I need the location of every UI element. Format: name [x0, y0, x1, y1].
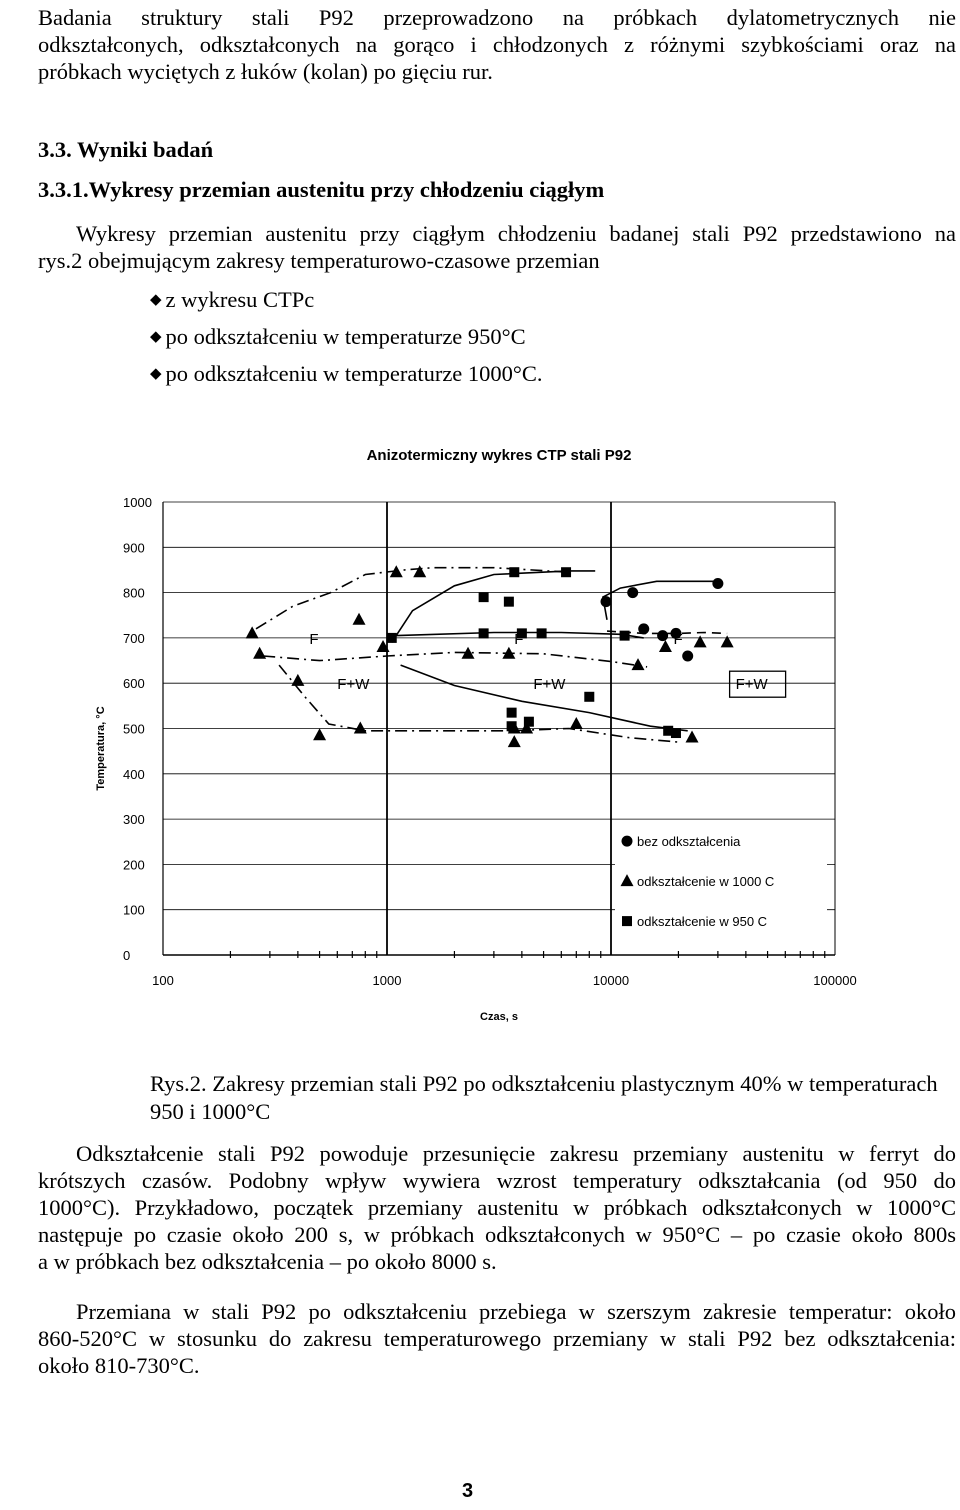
data-point-triangle: [508, 735, 521, 747]
data-point-square: [387, 633, 397, 643]
region-label: F: [673, 630, 683, 648]
paragraph-intro: [38, 4, 956, 85]
diamond-bullet-icon: ◆: [150, 366, 162, 382]
subsection-heading: 3.3.1.Wykresy przemian austenitu przy chłodzeniu ciągłym: [38, 177, 605, 202]
caption-line: 950 i 1000°C: [150, 1099, 271, 1124]
y-tick-label: 1000: [123, 495, 152, 510]
data-point-square: [524, 717, 534, 727]
legend-label: bez odkształcenia: [637, 834, 741, 850]
region-label: F: [309, 630, 319, 648]
x-tick-label: 10000: [592, 973, 630, 988]
y-tick-label: 100: [123, 902, 145, 918]
figure-caption: [150, 1070, 958, 1126]
chart-title: Anizotermiczny wykres CTP stali P92: [366, 447, 632, 464]
transformation-curve: [401, 665, 688, 731]
list-item: [150, 285, 543, 322]
list-item-text: po odkształceniu w temperaturze 950°C: [165, 324, 526, 349]
data-point-circle: [712, 578, 723, 589]
region-label: F+W: [533, 676, 566, 694]
data-point-triangle: [353, 613, 366, 625]
y-tick-label: 800: [123, 585, 145, 601]
y-tick-label: 300: [123, 812, 145, 828]
data-point-square: [507, 708, 517, 718]
data-point-square: [584, 692, 594, 702]
data-point-circle: [638, 623, 649, 634]
x-axis-label: Czas, s: [480, 1011, 518, 1023]
paragraph-figure-intro: [38, 220, 956, 274]
list-item-text: z wykresu CTPc: [165, 287, 315, 312]
text-line: odkształconych, odkształconych na gorąco i chłodzonych z różnymi szybkościami oraz na: [38, 32, 956, 57]
text-line: krótszych czasów. Podobny wpływ wywiera wzrost temperatury odkształcania (od 950 do: [38, 1168, 956, 1193]
region-label: F+W: [337, 676, 370, 694]
text-line: 860-520°C w stosunku do zakresu temperaturowego przemiany w stali P92 bez odkształcenia:: [38, 1326, 956, 1351]
text-line: Przemiana w stali P92 po odkształceniu przebiega w szerszym zakresie temperatur: około: [76, 1299, 956, 1324]
data-point-square: [671, 728, 681, 738]
data-point-triangle: [291, 674, 304, 686]
transformation-curve: [256, 568, 569, 629]
x-tick-label: 1000: [372, 973, 402, 988]
y-tick-label: 0: [123, 948, 131, 963]
data-point-square: [509, 567, 519, 577]
data-point-triangle: [413, 565, 426, 577]
y-tick-label: 400: [123, 766, 145, 782]
data-point-triangle: [659, 640, 672, 652]
region-label: F: [514, 630, 524, 648]
y-axis-label: Temperatura, °C: [95, 706, 107, 791]
caption-line: Rys.2. Zakresy przemian stali P92 po odkształceniu plastycznym 40% w temperaturach: [150, 1071, 938, 1096]
data-point-square: [507, 721, 517, 731]
data-point-circle: [601, 596, 612, 607]
text-line: Wykresy przemian austenitu przy ciągłym chłodzeniu badanej stali P92 przedstawiono na: [76, 221, 956, 246]
text-line: Odkształcenie stali P92 powoduje przesunięcie zakresu przemiany austenitu w ferryt do: [76, 1141, 956, 1166]
transformation-curve: [263, 652, 647, 667]
x-tick-label: 100: [152, 973, 174, 988]
text-line: następuje po czasie około 200 s, w próbkach odkształconych w 950°C – po czasie około 800s: [38, 1222, 956, 1247]
page-number: 3: [462, 1480, 474, 1502]
y-tick-label: 700: [123, 630, 145, 646]
data-point-square: [479, 592, 489, 602]
data-point-triangle: [313, 728, 326, 740]
legend-marker-circle: [622, 836, 633, 847]
diamond-bullet-icon: ◆: [150, 292, 162, 308]
data-point-square: [537, 628, 547, 638]
list-item: [150, 322, 543, 359]
legend-label: odkształcenie w 950 C: [637, 914, 768, 930]
y-tick-label: 200: [123, 857, 145, 873]
y-tick-label: 500: [123, 721, 145, 737]
text-line: około 810-730°C.: [38, 1353, 200, 1378]
y-tick-label: 900: [123, 540, 145, 556]
transformation-curve: [603, 581, 718, 620]
data-point-triangle: [253, 647, 266, 659]
x-tick-label: 100000: [813, 973, 857, 988]
section-heading: 3.3. Wyniki badań: [38, 137, 214, 162]
text-line: a w próbkach bez odkształcenia – po około 8000 s.: [38, 1249, 497, 1274]
legend-marker-square: [622, 916, 632, 926]
text-line: próbkach wyciętych z łuków (kolan) po gięciu rur.: [38, 59, 493, 84]
y-tick-label: 600: [123, 676, 145, 692]
data-point-triangle: [354, 722, 367, 734]
data-point-circle: [627, 587, 638, 598]
list-item: [150, 359, 543, 396]
data-point-square: [504, 597, 514, 607]
transformation-curve: [392, 571, 596, 643]
data-point-square: [561, 567, 571, 577]
list-item-text: po odkształceniu w temperaturze 1000°C.: [165, 361, 543, 386]
data-point-circle: [682, 651, 693, 662]
text-line: 1000°C). Przykładowo, początek przemiany austenitu w próbkach odkształconych w 1000°C: [38, 1195, 956, 1220]
data-point-triangle: [570, 717, 583, 729]
paragraph-temperature-range: [38, 1298, 956, 1379]
data-point-triangle: [686, 731, 699, 743]
text-line: Badania struktury stali P92 przeprowadzono na próbkach dylatometrycznych nie: [38, 5, 956, 30]
bullet-list: [150, 285, 543, 396]
data-point-square: [479, 628, 489, 638]
diamond-bullet-icon: ◆: [150, 329, 162, 345]
region-label: F+W: [735, 676, 768, 694]
ctp-chart: [0, 430, 960, 1030]
data-point-triangle: [694, 635, 707, 647]
data-point-square: [620, 631, 630, 641]
text-line: rys.2 obejmującym zakresy temperaturowo-czasowe przemian: [38, 248, 600, 273]
data-point-circle: [657, 630, 668, 641]
legend-label: odkształcenie w 1000 C: [637, 874, 775, 890]
paragraph-deformation-effect: [38, 1140, 956, 1275]
data-point-triangle: [721, 635, 734, 647]
